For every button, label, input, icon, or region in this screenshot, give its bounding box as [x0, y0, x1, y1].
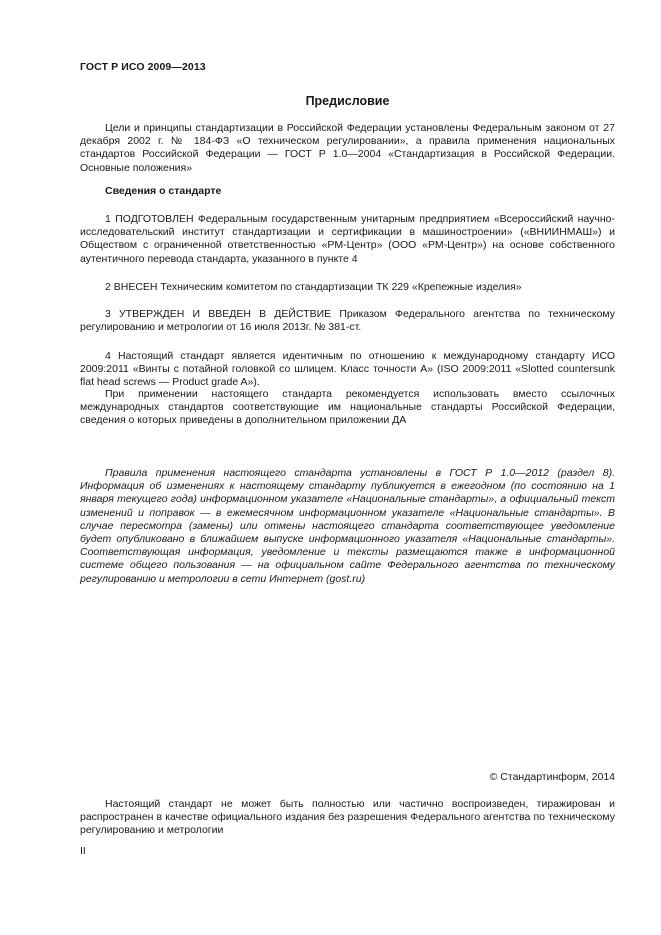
- page-number: II: [80, 845, 86, 857]
- page-title: Предисловие: [305, 94, 390, 108]
- item-2-paragraph: 2 ВНЕСЕН Техническим комитетом по стандартизации ТК 229 «Крепежные изделия»: [105, 281, 522, 293]
- standard-code-header: ГОСТ Р ИСО 2009—2013: [80, 61, 206, 73]
- reproduction-notice: Настоящий стандарт не может быть полностью или частично воспроизведен, тиражирован и распространен в качестве официального издания без разрешения Федерального агентства по техническому регулированию и метрологии: [80, 798, 615, 837]
- application-rules-note: Правила применения настоящего стандарта установлены в ГОСТ Р 1.0—2012 (раздел 8). Информация об изменениях к настоящему стандарту публикуется в ежегодном (по состоянию на 1 января текущего года) информационном указателе «Национальные стандарты», а официальный текст изменений и поправок — в ежемесячном информационном указателе «Национальные стандарты». В случае пересмотра (замены) или отмены настоящего стандарта соответствующее уведомление будет опубликовано в ближайшем выпуске информационного указателя «Национальные стандарты». Соответствующая информация, уведомление и тексты размещаются также в информационной системе общего пользования — на официальном сайте Федерального агентства по техническому регулированию и метрологии в сети Интернет (gost.ru): [80, 467, 615, 585]
- item-3-paragraph: 3 УТВЕРЖДЕН И ВВЕДЕН В ДЕЙСТВИЕ Приказом Федерального агентства по техническому регулированию и метрологии от 16 июля 2013г. № 381-ст.: [80, 308, 615, 334]
- references-paragraph: При применении настоящего стандарта рекомендуется использовать вместо ссылочных международных стандартов соответствующие им национальные стандарты Российской Федерации, сведения о которых приведены в дополнительном приложении ДА: [80, 388, 615, 427]
- section-subheading: Сведения о стандарте: [105, 185, 222, 197]
- item-1-paragraph: 1 ПОДГОТОВЛЕН Федеральным государственным унитарным предприятием «Всероссийский научно-исследовательский институт стандартизации и сертификации в машиностроении» («ВНИИНМАШ») и Обществом с ограниченной ответственностью «РМ-Центр» (ООО «РМ-Центр») на основе собственного аутентичного перевода стандарта, указанного в пункте 4: [80, 213, 615, 265]
- intro-paragraph: Цели и принципы стандартизации в Российской Федерации установлены Федеральным законом от 27 декабря 2002 г. № 184-ФЗ «О техническом регулировании», а правила применения национальных стандартов Российской Федерации — ГОСТ Р 1.0—2004 «Стандартизация в Российской Федерации. Основные положения»: [80, 122, 615, 174]
- copyright-notice: © Стандартинформ, 2014: [489, 771, 615, 783]
- item-4-paragraph: 4 Настоящий стандарт является идентичным по отношению к международному стандарту ИСО 2009:2011 «Винты с потайной головкой со шлицем. Класс точности А» (ISO 2009:2011 «Slotted countersunk flat head screws — Product grade A»).: [80, 350, 615, 389]
